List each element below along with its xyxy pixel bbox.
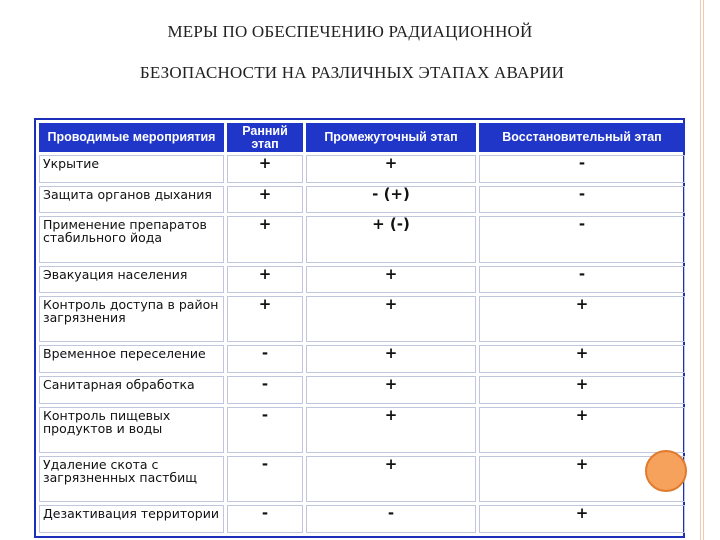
table-row bbox=[39, 376, 685, 404]
early-cell: + bbox=[227, 216, 303, 262]
table-row bbox=[39, 407, 685, 453]
recovery-cell: - bbox=[479, 216, 685, 262]
table-row bbox=[39, 456, 685, 502]
header-intermediate-stage: Промежуточный этап bbox=[306, 123, 476, 152]
early-cell: - bbox=[227, 456, 303, 502]
table-row bbox=[39, 186, 685, 214]
early-cell: + bbox=[227, 296, 303, 342]
recovery-cell: + bbox=[479, 296, 685, 342]
table-row bbox=[39, 155, 685, 183]
table-header-row bbox=[39, 123, 685, 152]
table-row bbox=[39, 345, 685, 373]
intermediate-cell: - (+) bbox=[306, 186, 476, 214]
measures-table bbox=[36, 120, 688, 536]
recovery-cell: + bbox=[479, 456, 685, 502]
early-cell: - bbox=[227, 407, 303, 453]
recovery-cell: + bbox=[479, 505, 685, 533]
intermediate-cell: + (-) bbox=[306, 216, 476, 262]
early-cell: - bbox=[227, 376, 303, 404]
header-measures: Проводимые мероприятия bbox=[39, 123, 224, 152]
measures-table-container bbox=[34, 118, 685, 538]
recovery-cell: - bbox=[479, 155, 685, 183]
measure-cell: Санитарная обработка bbox=[39, 376, 224, 404]
measure-cell: Эвакуация населения bbox=[39, 266, 224, 294]
recovery-cell: + bbox=[479, 345, 685, 373]
early-cell: + bbox=[227, 186, 303, 214]
measure-cell: Защита органов дыхания bbox=[39, 186, 224, 214]
early-cell: + bbox=[227, 266, 303, 294]
early-cell: + bbox=[227, 155, 303, 183]
recovery-cell: - bbox=[479, 186, 685, 214]
recovery-cell: - bbox=[479, 266, 685, 294]
intermediate-cell: + bbox=[306, 407, 476, 453]
measure-cell: Контроль пищевых продуктов и воды bbox=[39, 407, 224, 453]
measure-cell: Удаление скота с загрязненных пастбищ bbox=[39, 456, 224, 502]
intermediate-cell: + bbox=[306, 296, 476, 342]
intermediate-cell: + bbox=[306, 345, 476, 373]
measure-cell: Временное переселение bbox=[39, 345, 224, 373]
table-row bbox=[39, 296, 685, 342]
measure-cell: Укрытие bbox=[39, 155, 224, 183]
measure-cell: Применение препаратов стабильного йода bbox=[39, 216, 224, 262]
slide-title-line-2: БЕЗОПАСНОСТИ НА РАЗЛИЧНЫХ ЭТАПАХ АВАРИИ bbox=[139, 63, 565, 82]
intermediate-cell: + bbox=[306, 155, 476, 183]
early-cell: - bbox=[227, 505, 303, 533]
decorative-orange-circle bbox=[645, 450, 687, 492]
measure-cell: Контроль доступа в район загрязнения bbox=[39, 296, 224, 342]
header-recovery-stage: Восстановительный этап bbox=[479, 123, 685, 152]
slide-title-line-1: МЕРЫ ПО ОБЕСПЕЧЕНИЮ РАДИАЦИОННОЙ bbox=[167, 22, 533, 41]
recovery-cell: + bbox=[479, 376, 685, 404]
early-cell: - bbox=[227, 345, 303, 373]
table-row bbox=[39, 505, 685, 533]
table-row bbox=[39, 266, 685, 294]
intermediate-cell: + bbox=[306, 376, 476, 404]
intermediate-cell: + bbox=[306, 266, 476, 294]
table-row bbox=[39, 216, 685, 262]
recovery-cell: + bbox=[479, 407, 685, 453]
measure-cell: Дезактивация территории bbox=[39, 505, 224, 533]
intermediate-cell: - bbox=[306, 505, 476, 533]
intermediate-cell: + bbox=[306, 456, 476, 502]
header-early-stage: Ранний этап bbox=[227, 123, 303, 152]
